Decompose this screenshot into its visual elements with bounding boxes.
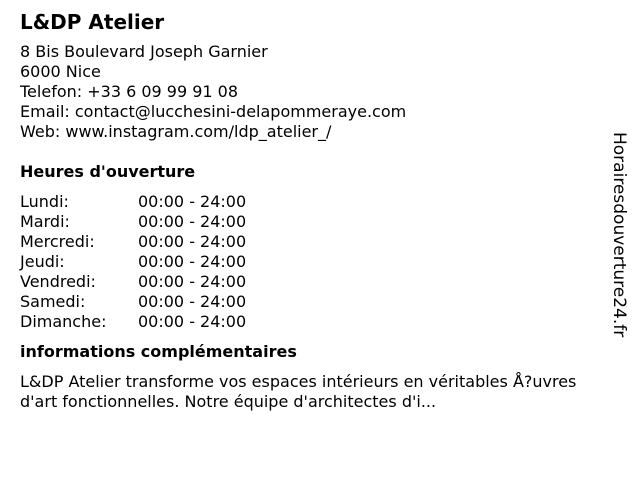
hours-row-sunday: [20, 312, 246, 332]
hours-row-tuesday: [20, 212, 246, 232]
time-range: 00:00 - 24:00: [138, 252, 247, 271]
email-line: Email: contact@lucchesini-delapommeraye.com: [20, 102, 407, 121]
opening-hours-heading: Heures d'ouverture: [20, 162, 196, 181]
time-range: 00:00 - 24:00: [138, 272, 247, 291]
site-watermark: Horairesdouverture24.fr: [609, 132, 629, 338]
time-range: 00:00 - 24:00: [138, 292, 247, 311]
time-range: 00:00 - 24:00: [138, 212, 247, 231]
day-label: Dimanche:: [20, 312, 107, 331]
time-range: 00:00 - 24:00: [138, 312, 247, 331]
opening-hours-table: [20, 192, 246, 332]
day-label: Lundi:: [20, 192, 69, 211]
hours-row-friday: [20, 272, 246, 292]
hours-row-monday: [20, 192, 246, 212]
day-label: Mercredi:: [20, 232, 95, 251]
hours-row-saturday: [20, 292, 246, 312]
day-label: Mardi:: [20, 212, 70, 231]
additional-info-heading: informations complémentaires: [20, 342, 297, 361]
hours-row-thursday: [20, 252, 246, 272]
day-label: Vendredi:: [20, 272, 96, 291]
business-description: L&DP Atelier transforme vos espaces intérieurs en véritables Å?uvres d'art fonctionnelles. Notre équipe d'architectes d'i...: [20, 372, 577, 411]
hours-row-wednesday: [20, 232, 246, 252]
web-line: Web: www.instagram.com/ldp_atelier_/: [20, 122, 332, 141]
phone-line: Telefon: +33 6 09 99 91 08: [20, 82, 239, 101]
business-name: L&DP Atelier: [20, 10, 165, 34]
time-range: 00:00 - 24:00: [138, 232, 247, 251]
business-card: [20, 10, 610, 412]
address-line1: 8 Bis Boulevard Joseph Garnier: [20, 42, 268, 61]
address-line2: 6000 Nice: [20, 62, 101, 81]
day-label: Jeudi:: [20, 252, 65, 271]
time-range: 00:00 - 24:00: [138, 192, 247, 211]
day-label: Samedi:: [20, 292, 86, 311]
